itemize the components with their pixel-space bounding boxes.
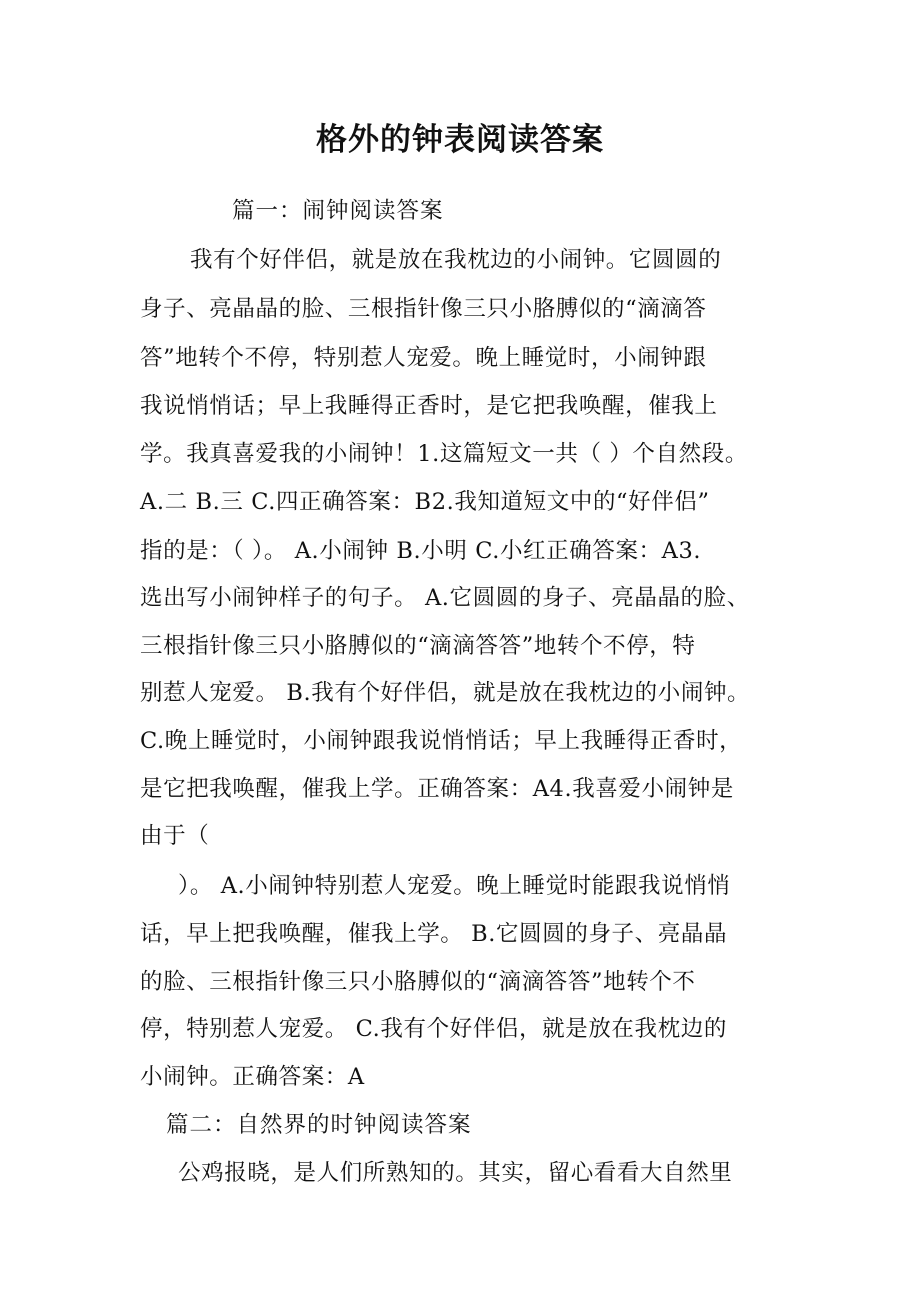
paragraph-line: 选出写小闹钟样子的句子。 A.它圆圆的身子、亮晶晶的脸、	[140, 585, 750, 611]
section-heading-1: 篇一：闹钟阅读答案	[232, 198, 444, 224]
paragraph-line: 我有个好伴侣，就是放在我枕边的小闹钟。它圆圆的	[190, 247, 722, 273]
paragraph-line: 由于（	[140, 823, 210, 849]
paragraph-line: 指的是：（ ）。 A.小闹钟 B.小明 C.小红正确答案：A3.	[140, 538, 702, 564]
paragraph-line: 身子、亮晶晶的脸、三根指针像三只小胳膊似的“滴滴答	[140, 296, 707, 322]
paragraph-line: 别惹人宠爱。 B.我有个好伴侣，就是放在我枕边的小闹钟。	[140, 680, 751, 706]
paragraph-line: 我说悄悄话；早上我睡得正香时，是它把我唤醒，催我上	[140, 393, 718, 419]
paragraph-line: 话，早上把我唤醒，催我上学。 B.它圆圆的身子、亮晶晶	[140, 921, 728, 947]
paragraph-line: 学。我真喜爱我的小闹钟！1.这篇短文一共（ ）个自然段。	[140, 441, 748, 467]
paragraph-line: A.二 B.三 C.四正确答案：B2.我知道短文中的“好伴侣”	[140, 489, 710, 515]
paragraph-line: 的脸、三根指针像三只小胳膊似的“滴滴答答”地转个不	[140, 969, 696, 995]
section-heading-2: 篇二：自然界的时钟阅读答案	[166, 1112, 472, 1138]
paragraph-line: 小闹钟。正确答案：A	[140, 1064, 365, 1090]
paragraph-line: 三根指针像三只小胳膊似的“滴滴答答”地转个不停，特	[140, 633, 696, 659]
paragraph-line: ）。 A.小闹钟特别惹人宠爱。晚上睡觉时能跟我说悄悄	[178, 873, 731, 899]
paragraph-line: C.晚上睡觉时，小闹钟跟我说悄悄话；早上我睡得正香时，	[140, 728, 743, 754]
paragraph-line: 是它把我唤醒，催我上学。正确答案：A4.我喜爱小闹钟是	[140, 776, 734, 802]
paragraph-line: 公鸡报晓，是人们所熟知的。其实，留心看看大自然里	[178, 1160, 733, 1186]
paragraph-line: 停，特别惹人宠爱。 C.我有个好伴侣，就是放在我枕边的	[140, 1016, 727, 1042]
paragraph-line: 答”地转个不停，特别惹人宠爱。晚上睡觉时，小闹钟跟	[140, 345, 707, 371]
document-title: 格外的钟表阅读答案	[316, 122, 604, 158]
